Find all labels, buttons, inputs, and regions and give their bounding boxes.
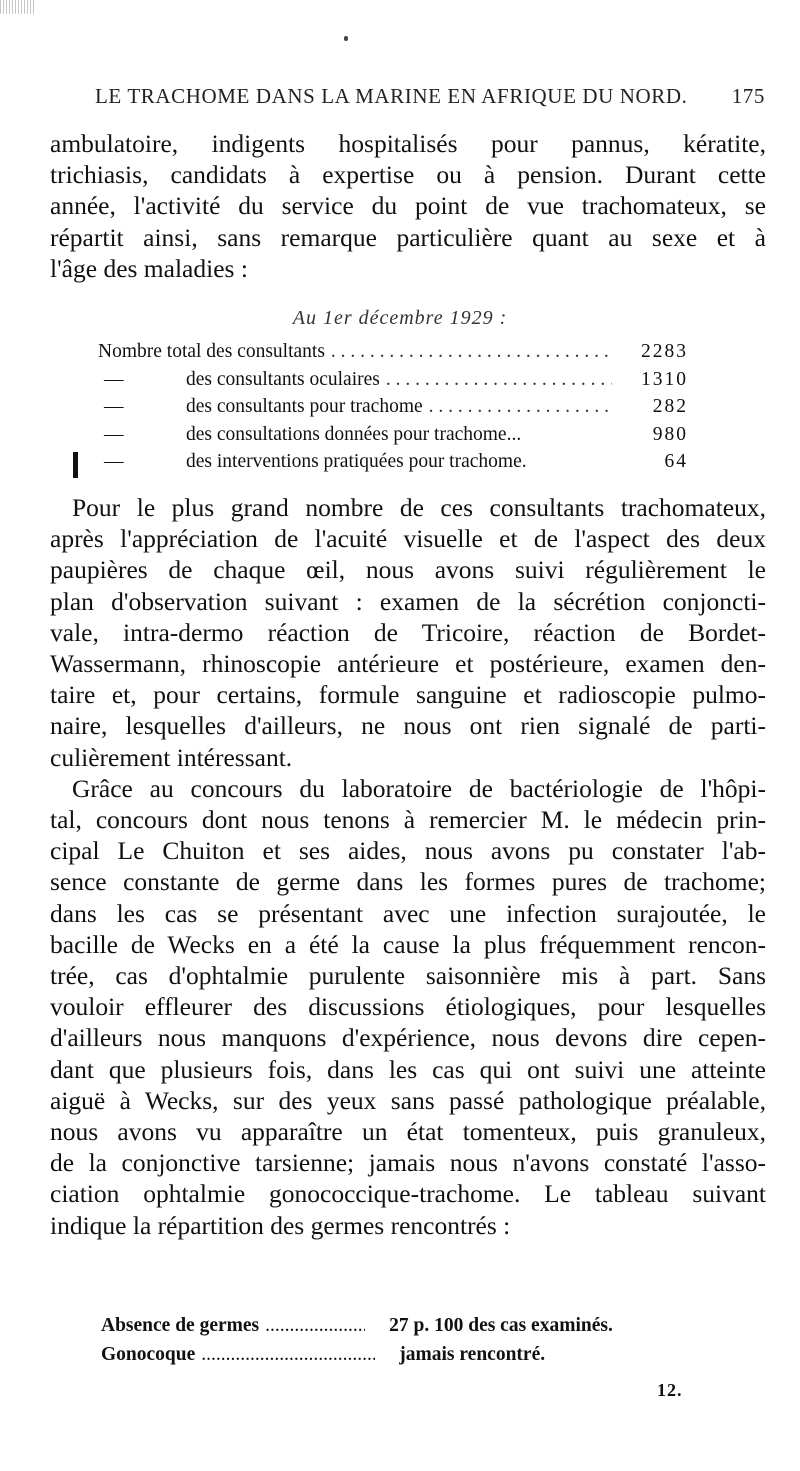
text-line: l'âge des maladies : <box>50 253 248 283</box>
dot-leader <box>265 1311 365 1340</box>
text-line: indique la répartition des germes rencontrés : <box>50 1210 511 1240</box>
stat-value: 64 <box>664 451 688 472</box>
signature-mark: 12. <box>657 1380 683 1400</box>
dot-leader <box>386 366 612 394</box>
running-title: LE TRACHOME DANS LA MARINE EN AFRIQUE DU NORD. <box>95 84 688 108</box>
ditto-dash: — <box>104 368 124 390</box>
germ-label: Absence de germes <box>101 1315 260 1336</box>
paragraph-intro <box>50 128 766 284</box>
stats-table <box>98 338 688 476</box>
stat-value: 282 <box>652 396 688 417</box>
germ-value: jamais rencontré. <box>399 1344 546 1365</box>
text-line: dans les cas se présentant avec une infection surajoutée, le <box>50 898 766 928</box>
germs-table <box>101 1311 691 1369</box>
text-line: trichiasis, candidats à expertise ou à pension. Durant cette <box>50 160 766 190</box>
stat-row <box>98 421 688 449</box>
germ-label: Gonocoque <box>101 1344 196 1365</box>
text-line: paupières de chaque œil, nous avons suivi régulièrement le <box>50 555 766 585</box>
text-line: dant que plusieurs fois, dans les cas qui ont suivi une atteinte <box>50 1054 766 1084</box>
paragraph-observation <box>50 492 766 1241</box>
text-line: culièrement intéressant. <box>50 742 293 772</box>
stat-value: 2283 <box>641 341 688 362</box>
dot-leader <box>429 393 612 421</box>
text-line: aiguë à Wecks, sur des yeux sans passé pathologique préalable, <box>50 1085 766 1115</box>
text-line: bacille de Wecks en a été la cause la plus fréquemment rencon- <box>50 929 766 959</box>
ditto-dash: — <box>104 451 124 472</box>
text-line: répartit ainsi, sans remarque particulière quant au sexe et à <box>50 222 766 252</box>
dot-leader <box>331 338 612 366</box>
stat-label: des consultations données pour trachome... <box>186 423 522 445</box>
scan-edge-artifact <box>0 0 36 14</box>
stat-label: Nombre total des consultants <box>98 341 325 362</box>
text-line: trée, cas d'ophtalmie purulente saisonnière mis à part. Sans <box>50 961 766 991</box>
ditto-dash: — <box>104 423 124 445</box>
stat-row <box>98 448 688 476</box>
stat-row <box>98 338 688 366</box>
text-line: vouloir effleurer des discussions étiologiques, pour lesquelles <box>50 992 766 1022</box>
text-line: taire et, pour certains, formule sanguine et radioscopie pulmo- <box>50 680 766 710</box>
text-line: naire, lesquelles d'ailleurs, ne nous ont rien signalé de parti- <box>50 711 766 741</box>
running-header <box>95 84 765 109</box>
ditto-dash: — <box>104 396 124 417</box>
text-line: après l'appréciation de l'acuité visuelle et de l'aspect des deux <box>50 524 766 554</box>
ink-speck <box>344 36 348 41</box>
stat-row <box>98 366 688 394</box>
stat-value: 1310 <box>641 368 688 390</box>
germ-value: 27 p. 100 des cas examinés. <box>389 1315 613 1336</box>
text-line: cipal Le Chuiton et ses aides, nous avons pu constater l'ab- <box>50 836 766 866</box>
stat-label: des interventions pratiquées pour trachome. <box>186 451 527 472</box>
text-line: d'ailleurs nous manquons d'expérience, nous devons dire cepen- <box>50 1023 766 1053</box>
text-line: Grâce au concours du laboratoire de bactériologie de l'hôpi- <box>72 773 766 803</box>
text-line: sence constante de germe dans les formes pures de trachome; <box>50 867 766 897</box>
text-line: ambulatoire, indigents hospitalisés pour pannus, kératite, <box>50 129 766 158</box>
text-line: Pour le plus grand nombre de ces consultants trachomateux, <box>72 493 766 522</box>
germ-row <box>101 1311 691 1340</box>
text-line: plan d'observation suivant : examen de la sécrétion conjoncti- <box>50 586 766 616</box>
stat-label: des consultants pour trachome <box>186 396 423 417</box>
text-line: vale, intra-dermo réaction de Tricoire, réaction de Bordet- <box>50 617 766 647</box>
text-line: nous avons vu apparaître un état tomenteux, puis granuleux, <box>50 1117 766 1147</box>
text-line: ciation ophtalmie gonococcique-trachome. Le tableau suivant <box>50 1179 766 1209</box>
page-number: 175 <box>731 84 765 108</box>
stats-heading: Au 1er décembre 1929 : <box>292 307 508 329</box>
margin-mark <box>73 452 78 478</box>
stat-label: des consultants oculaires <box>186 368 380 390</box>
text-line: tal, concours dont nous tenons à remercier M. le médecin prin- <box>50 805 766 835</box>
text-line: année, l'activité du service du point de vue trachomateux, se <box>50 191 766 221</box>
dot-leader <box>201 1340 375 1369</box>
germ-row <box>101 1340 691 1369</box>
text-line: de la conjonctive tarsienne; jamais nous n'avons constaté l'asso- <box>50 1148 766 1178</box>
stat-row <box>98 393 688 421</box>
stat-value: 980 <box>652 423 688 445</box>
text-line: Wassermann, rhinoscopie antérieure et postérieure, examen den- <box>50 649 766 679</box>
